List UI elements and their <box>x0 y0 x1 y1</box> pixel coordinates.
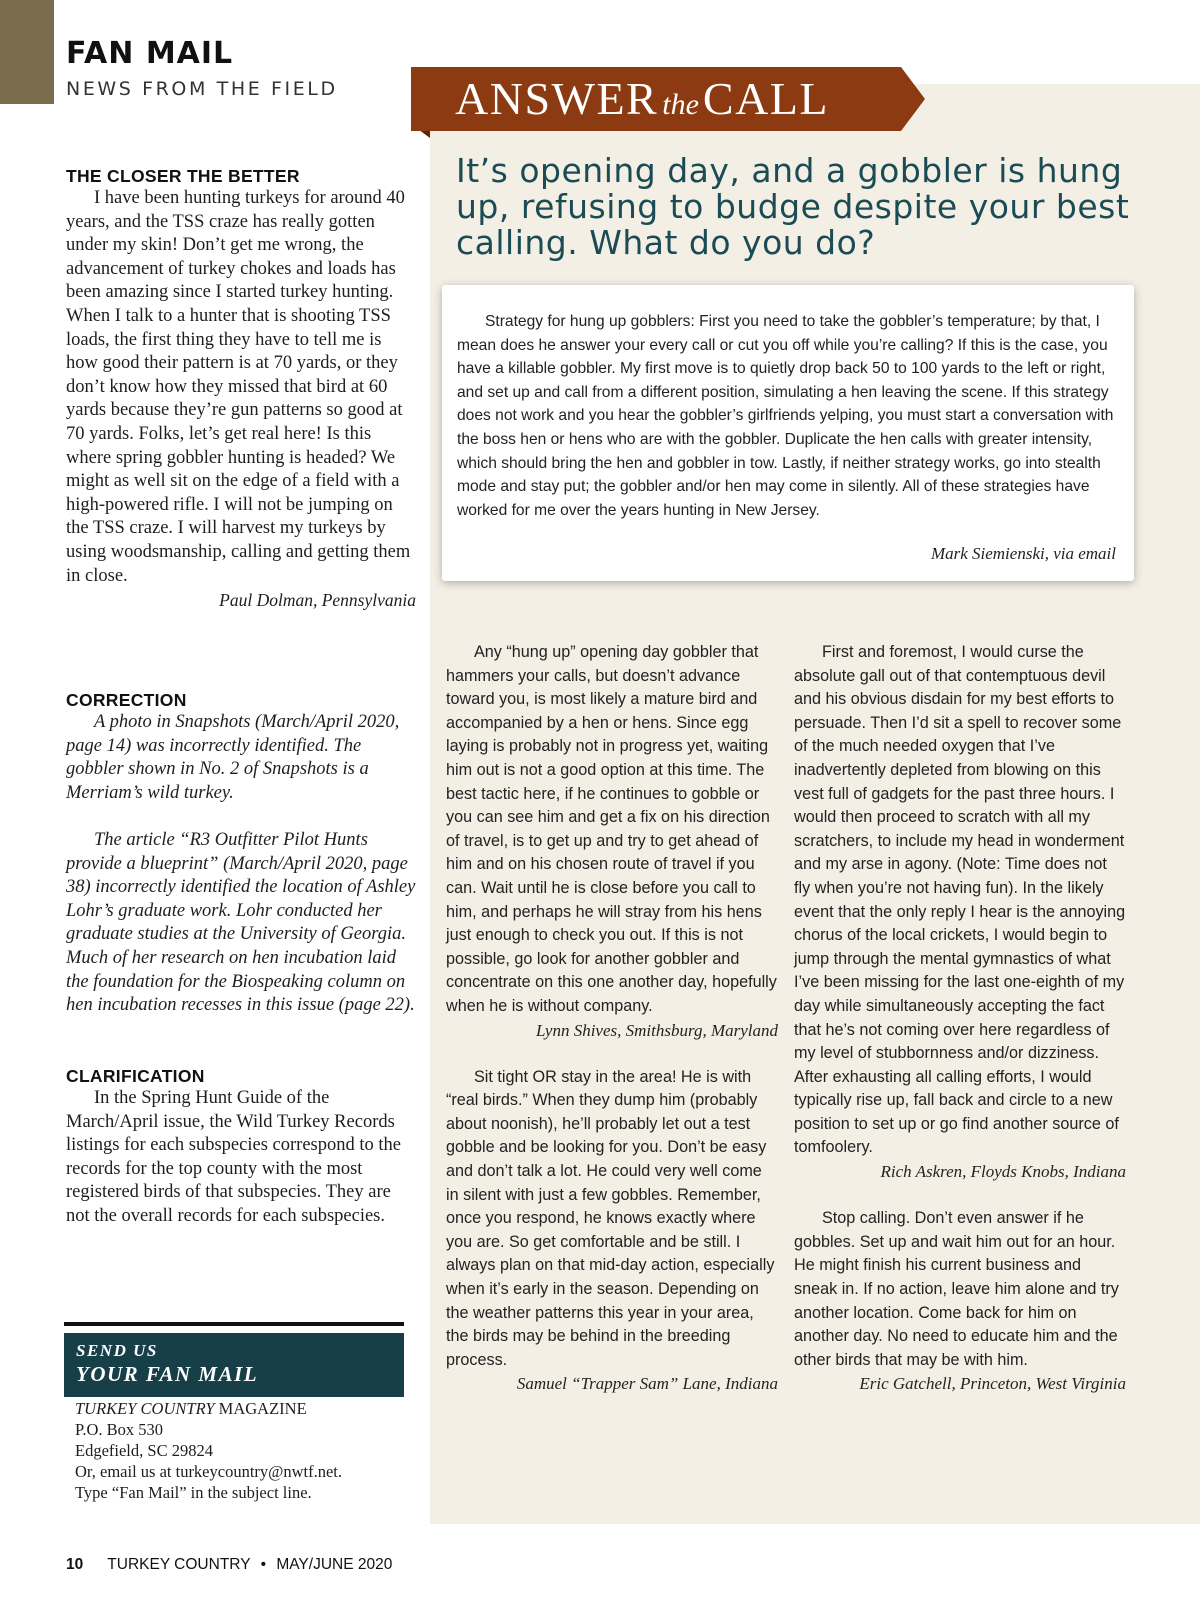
publication-name: TURKEY COUNTRY <box>107 1556 251 1573</box>
letter-closer-the-better <box>66 166 416 612</box>
banner-word-answer: ANSWER <box>455 73 659 124</box>
section-tab-block <box>0 0 54 104</box>
letter-lane-signature: Samuel “Trapper Sam” Lane, Indiana <box>516 1374 778 1394</box>
correction-para-2: The article “R3 Outfitter Pilot Hunts provide a blueprint” (March/April 2020, page 38) incorrectly identified the location of Ashley Lohr’s graduate work. Lohr conducted her graduate studies at the University of Georgia. Much of her research on hen incubation laid the foundation for the Biospeaking column on hen incubation recesses in this issue (page 22). <box>66 829 416 1016</box>
letter-gatchell: Stop calling. Don’t even answer if he gobbles. Set up and wait him out for an hour. He might finish his current business and sneak in. If no action, leave him alone and try another location. Come back for him on another day. No need to educate him and the other birds that may be with him. <box>794 1209 1119 1369</box>
correction-para-1: A photo in Snapshots (March/April 2020, page 14) was incorrectly identified. The gobbler shown in No. 2 of Snapshots is a Merriam’s wild turkey. <box>66 712 400 803</box>
featured-answer-text: Strategy for hung up gobblers: First you need to take the gobbler’s temperature; by that, I mean does he answer your every call or cut you off while you’re calling? If this is the case, you have a killable gobbler. My first move is to quietly drop back 50 to 100 yards to the left or right, and set up and call from a different position, simulating a hen leaving the scene. If this strategy does not work and you hear the gobbler’s girlfriends yelping, you must start a conversation with the boss hen or hens who are with the gobbler. Duplicate the hen calls with greater intensity, which should bring the hen and gobbler in tow. Lastly, if neither strategy works, go into stealth mode and stay put; the gobbler and/or hen may come in silently. All of these strategies have worked for me over the years hunting in New Jersey. <box>457 313 1114 519</box>
middle-letters-column <box>446 641 778 1396</box>
page-footer <box>66 1556 392 1574</box>
clarification-section <box>66 1066 416 1229</box>
send-box-rule <box>64 1322 404 1326</box>
letter-askren-signature: Rich Askren, Floyds Knobs, Indiana <box>880 1162 1126 1182</box>
section-title: FAN MAIL <box>66 36 234 71</box>
correction-heading: CORRECTION <box>66 690 187 710</box>
correction-section <box>66 690 416 1018</box>
send-fan-mail-box <box>64 1333 404 1397</box>
subject-line: Type “Fan Mail” in the subject line. <box>75 1483 312 1502</box>
closer-body: I have been hunting turkeys for around 40 years, and the TSS craze has really gotten under my skin! Don’t get me wrong, the advancement of turkey chokes and loads has been amazing since I started turkey hunting. When I talk to a hunter that is shooting TSS loads, the first thing they have to tell me is how good their pattern is at 70 yards, or they don’t know how they missed that bird at 60 yards because they’re gun patterns so good at 70 yards. Folks, let’s get real here! Is this where spring gobbler hunting is headed? We might as well sit on the edge of a field with a high-powered rifle. I will not be jumping on the TSS craze. I will harvest my turkeys by using woodsmanship, calling and getting them in close. <box>66 188 411 586</box>
mailing-address <box>75 1398 405 1503</box>
letter-shives-signature: Lynn Shives, Smithsburg, Maryland <box>535 1020 778 1040</box>
answer-the-call-banner <box>411 67 925 131</box>
featured-answer-signature: Mark Siemienski, via email <box>930 544 1116 563</box>
footer-separator: • <box>260 1556 267 1573</box>
email-line: Or, email us at turkeycountry@nwtf.net. <box>75 1462 343 1481</box>
letter-shives: Any “hung up” opening day gobbler that hammers your calls, but doesn’t advance toward you, is most likely a mature bird and accompanied by a hen or hens. Since egg laying is probably not in progress yet, waiting him out is not a good option at this time. The best tactic here, if he continues to gobble or you can see him and get a fix on his direction of travel, is to get up and try to get ahead of him and on his chosen route of travel if you can. Wait until he is close before you call to him, and perhaps he will stray from his hens just enough to check you out. If this is not possible, go look for another gobbler and concentrate on this one another day, hopefully when he is without company. <box>446 643 777 1015</box>
magazine-suffix: MAGAZINE <box>218 1399 307 1418</box>
send-box-line-1: SEND US <box>76 1341 158 1360</box>
section-subtitle: NEWS FROM THE FIELD <box>66 78 338 100</box>
clarification-heading: CLARIFICATION <box>66 1066 205 1086</box>
send-box-line-2: YOUR FAN MAIL <box>76 1362 259 1386</box>
right-letters-column <box>794 641 1126 1396</box>
letter-askren: First and foremost, I would curse the absolute gall out of that contemptuous devil and his obvious disdain for my best efforts to persuade. Then I’d sit a spell to recover some of the much needed oxygen that I’ve inadvertently depleted from blowing on this vest full of gadgets for the past three hours. I would then proceed to scratch with all my scratchers, to include my head in wonderment and my arse in agony. (Note: Time does not fly when you’re not having fun). In the likely event that the only reply I hear is the annoying chorus of the local crickets, I would begin to jump through the mental gymnastics of what I’ve been missing for the last one-eighth of my day while simultaneously accepting the fact that he’s not coming over here regardless of my level of stubbornness and/or dizziness. After exhausting all calling efforts, I would typically rise up, fall back and circle to a new position to set up or go find another source of tomfoolery. <box>794 643 1126 1157</box>
closer-signature: Paul Dolman, Pennsylvania <box>219 590 416 611</box>
clarification-body: In the Spring Hunt Guide of the March/April issue, the Wild Turkey Records listings for each subspecies correspond to the records for the top county with the most registered birds of that subspecies. They are not the overall records for each subspecies. <box>66 1088 401 1226</box>
magazine-line <box>75 1398 405 1419</box>
banner-title <box>455 67 829 131</box>
po-box: P.O. Box 530 <box>75 1420 164 1439</box>
banner-word-the: the <box>662 88 699 121</box>
closer-heading: THE CLOSER THE BETTER <box>66 166 300 186</box>
featured-answer-box <box>442 285 1134 581</box>
issue-date: MAY/JUNE 2020 <box>276 1556 393 1573</box>
city-state-zip: Edgefield, SC 29824 <box>75 1441 213 1460</box>
question-heading: It’s opening day, and a gobbler is hung up, refusing to budge despite your best calling. What do you do? <box>456 151 1130 262</box>
magazine-name: TURKEY COUNTRY <box>75 1399 215 1418</box>
banner-word-call: CALL <box>702 73 829 124</box>
letter-gatchell-signature: Eric Gatchell, Princeton, West Virginia <box>859 1374 1126 1394</box>
page-number: 10 <box>66 1556 84 1573</box>
letter-lane: Sit tight OR stay in the area! He is with “real birds.” When they dump him (probably about noonish), he’ll probably let out a test gobble and be looking for you. Don’t be easy and don’t talk a lot. He could very well come in silent with just a few gobbles. Remember, once you respond, he knows exactly where you are. So get comfortable and be still. I always plan on that mid-day action, especially when it’s early in the season. Depending on the weather patterns this year in your area, the birds may be behind in the breeding process. <box>446 1067 775 1369</box>
